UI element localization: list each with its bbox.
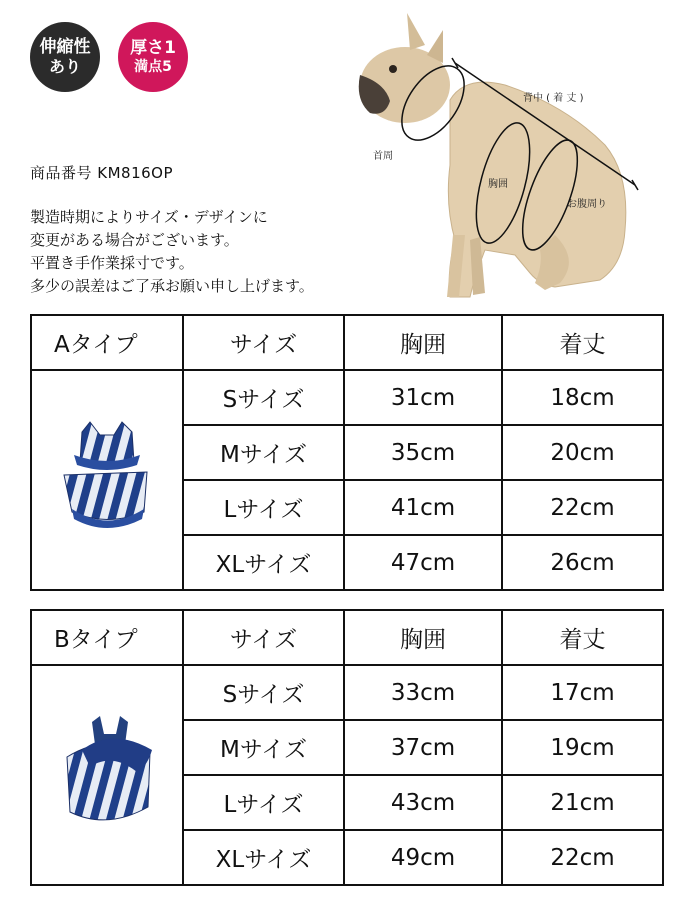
belly-label: お腹周り <box>567 199 607 210</box>
badge-text: 伸縮性 <box>39 37 91 58</box>
header-chest: 胸囲 <box>344 315 502 370</box>
badge-text: 厚さ1 <box>130 38 176 59</box>
type-label: Bタイプ <box>31 610 183 665</box>
size-cell: Lサイズ <box>183 775 344 830</box>
chest-cell: 47cm <box>344 535 502 590</box>
swimsuit-a-image <box>52 417 162 537</box>
length-cell: 17cm <box>502 665 663 720</box>
size-cell: Mサイズ <box>183 720 344 775</box>
size-cell: XLサイズ <box>183 535 344 590</box>
length-cell: 21cm <box>502 775 663 830</box>
length-cell: 26cm <box>502 535 663 590</box>
header-chest: 胸囲 <box>344 610 502 665</box>
chest-cell: 31cm <box>344 370 502 425</box>
back-length-label: 背中 ( 着 丈 ) <box>523 93 584 104</box>
chest-cell: 35cm <box>344 425 502 480</box>
dog-illustration <box>355 5 655 305</box>
size-cell: Lサイズ <box>183 480 344 535</box>
length-cell: 22cm <box>502 480 663 535</box>
note-line: 製造時期によりサイズ・デザインに <box>30 208 268 226</box>
notes <box>30 206 314 298</box>
table-row <box>31 370 663 425</box>
stretch-badge <box>30 22 100 92</box>
badge-text: あり <box>48 56 81 76</box>
chest-cell: 37cm <box>344 720 502 775</box>
product-code: 商品番号 KM816OP <box>30 164 174 182</box>
thickness-badge <box>118 22 188 92</box>
length-cell: 19cm <box>502 720 663 775</box>
size-table-a <box>30 314 664 591</box>
type-b-image-cell <box>31 665 183 885</box>
length-cell: 18cm <box>502 370 663 425</box>
size-cell: Mサイズ <box>183 425 344 480</box>
table-header-row <box>31 315 663 370</box>
dog-measurement-photo <box>355 5 655 305</box>
header-length: 着丈 <box>502 315 663 370</box>
note-line: 平置き手作業採寸です。 <box>30 254 194 272</box>
header-size: サイズ <box>183 610 344 665</box>
table-header-row <box>31 610 663 665</box>
header-length: 着丈 <box>502 610 663 665</box>
note-line: 変更がある場合がございます。 <box>30 231 239 249</box>
chest-cell: 41cm <box>344 480 502 535</box>
table-row <box>31 665 663 720</box>
neck-label: 首周 <box>373 151 393 162</box>
length-cell: 22cm <box>502 830 663 885</box>
badge-text: 満点5 <box>134 58 172 75</box>
size-cell: XLサイズ <box>183 830 344 885</box>
size-cell: Sサイズ <box>183 665 344 720</box>
chest-cell: 43cm <box>344 775 502 830</box>
chest-cell: 49cm <box>344 830 502 885</box>
swimsuit-b-image <box>52 712 162 832</box>
length-cell: 20cm <box>502 425 663 480</box>
type-a-image-cell <box>31 370 183 590</box>
header-size: サイズ <box>183 315 344 370</box>
chest-cell: 33cm <box>344 665 502 720</box>
size-table-b <box>30 609 664 886</box>
size-cell: Sサイズ <box>183 370 344 425</box>
note-line: 多少の誤差はご了承お願い申し上げます。 <box>30 277 314 295</box>
type-label: Aタイプ <box>31 315 183 370</box>
chest-label: 胸囲 <box>488 179 508 190</box>
